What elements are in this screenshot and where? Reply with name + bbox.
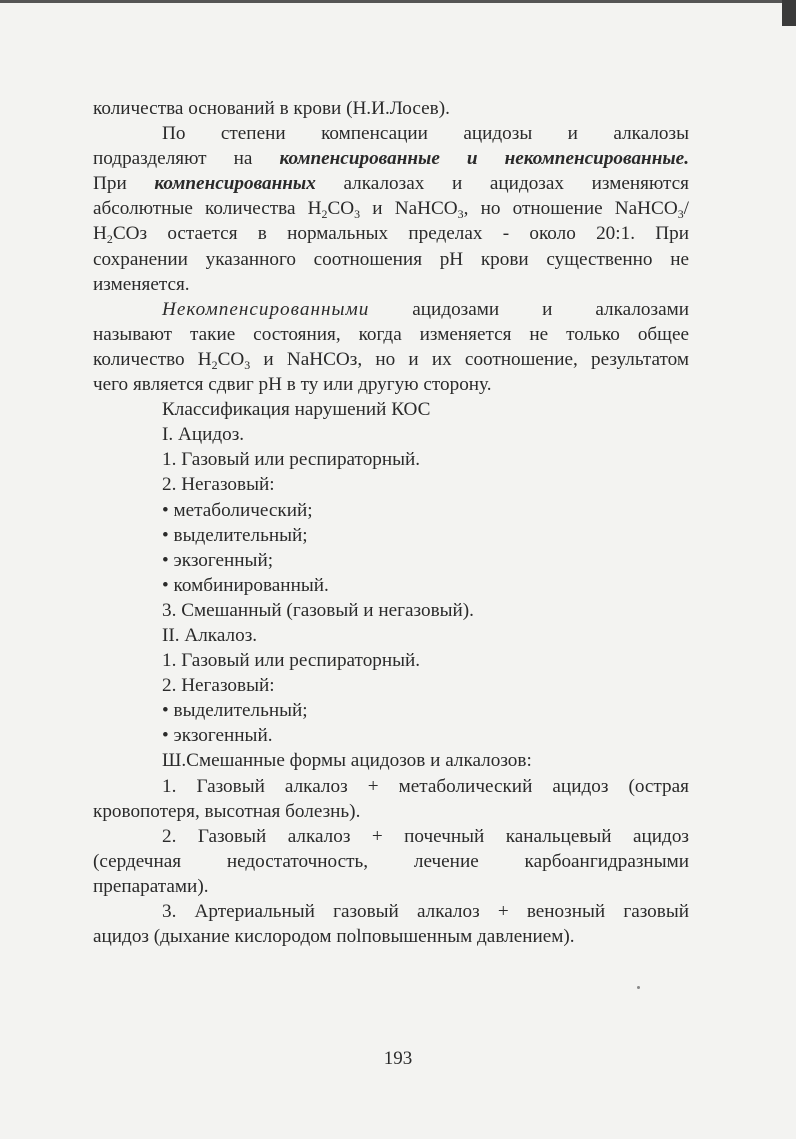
list-item: • выделительный; <box>162 524 308 546</box>
text-run: и NaHCO <box>360 198 458 220</box>
list-item: 2. Газовый алкалоз + почечный канальцевый ацидоз <box>162 825 689 847</box>
emphasis-term: компенсированных <box>154 173 316 195</box>
text-run: При <box>93 173 155 195</box>
emphasis-term: компенсированные и некомпенсированные. <box>279 148 689 170</box>
list-item: • экзогенный. <box>162 725 273 747</box>
page-body <box>93 96 689 949</box>
scan-speck <box>637 986 640 989</box>
list-item: • выделительный; <box>162 700 308 722</box>
text-run: подразделяют на <box>93 148 280 170</box>
list-item: 3. Артериальный газовый алкалоз + венозный газовый <box>162 901 689 922</box>
classification-heading: Классификация нарушений КОС <box>162 399 431 421</box>
list-item: 2. Негазовый: <box>162 474 275 496</box>
italic-term: Некомпенсированными <box>162 298 370 320</box>
text-run: COз остается в нормальных пределах - около 20:1. При <box>112 223 689 245</box>
list-item: 1. Газовый алкалоз + метаболический ацидоз (острая <box>162 775 689 797</box>
text-run: CO <box>217 348 245 370</box>
subscript: 3 <box>354 207 361 222</box>
list-item: 1. Газовый или респираторный. <box>162 449 421 471</box>
page-number: 193 <box>383 1048 413 1069</box>
text-line: количества оснований в крови (Н.И.Лосев). <box>93 98 450 119</box>
text-run: , но отношение NaHCO <box>463 198 678 220</box>
text-line <box>93 146 689 171</box>
subscript: 3 <box>677 207 684 222</box>
subscript: 3 <box>244 358 251 373</box>
subscript: 2 <box>106 232 113 247</box>
list-item: • комбинированный. <box>162 574 329 596</box>
text-run: / <box>683 198 689 220</box>
list-item: 3. Смешанный (газовый и негазовый). <box>162 599 474 621</box>
text-run: и NaHCOз, но и их соотношение, результатом <box>250 348 689 370</box>
text-run: абсолютные количества H <box>93 198 322 220</box>
text-line: ацидоз (дыхание кислородом поlповышенным давлением). <box>93 926 575 948</box>
list-item: • метаболический; <box>162 499 313 521</box>
list-item: Ш.Смешанные формы ацидозов и алкалозов: <box>162 750 532 772</box>
list-item: II. Алкалоз. <box>162 624 258 646</box>
text-line <box>93 347 689 372</box>
paragraph-uncompensated-start <box>93 297 689 322</box>
text-line: кровопотеря, высотная болезнь). <box>93 800 361 822</box>
list-item: I. Ацидоз. <box>162 424 245 446</box>
text-line <box>93 196 689 221</box>
text-run: H <box>93 223 107 245</box>
text-run: CO <box>327 198 355 220</box>
subscript: 2 <box>211 358 218 373</box>
list-item: 2. Негазовый: <box>162 675 275 697</box>
scan-corner-mark <box>782 0 796 26</box>
text-run: количество H <box>93 348 212 370</box>
list-item: 1. Газовый или респираторный. <box>162 650 421 672</box>
text-run: алкалозах и ацидозах изменяются <box>315 173 690 195</box>
scan-top-edge <box>0 0 796 3</box>
list-item: • экзогенный; <box>162 549 274 571</box>
text-line <box>93 221 689 246</box>
text-run: ацидозами и алкалозами <box>369 298 689 320</box>
paragraph-compensation-start: По степени компенсации ацидозы и алкалозы <box>162 123 689 145</box>
text-line <box>93 171 689 196</box>
text-line: сохранении указанного соотношения pH крови существенно не <box>93 248 689 270</box>
text-line: (сердечная недостаточность, лечение карбоангидразными <box>93 850 689 872</box>
text-line: называют такие состояния, когда изменяется не только общее <box>93 323 689 345</box>
subscript: 2 <box>321 207 328 222</box>
text-line: чего является сдвиг pH в ту или другую сторону. <box>93 374 492 396</box>
subscript: 3 <box>457 207 464 222</box>
text-line: препаратами). <box>93 875 209 897</box>
text-line: изменяется. <box>93 273 190 295</box>
